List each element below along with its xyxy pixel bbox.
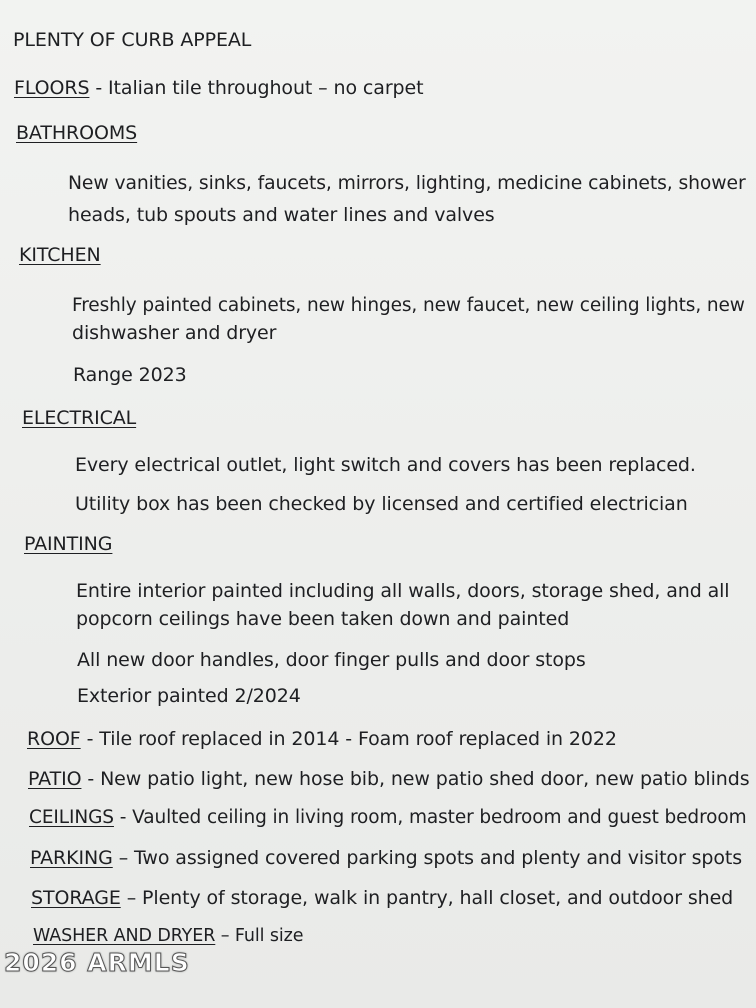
storage-line	[31, 884, 733, 912]
ceilings-line	[29, 804, 747, 832]
roof-text: - Tile roof replaced in 2014 - Foam roof replaced in 2022	[80, 728, 617, 750]
floors-text: - Italian tile throughout – no carpet	[89, 77, 424, 99]
washer-dryer-heading: WASHER AND DRYER	[33, 926, 216, 946]
painting-text-line-1: Entire interior painted including all walls, doors, storage shed, and all	[76, 580, 730, 602]
floors-line	[14, 74, 423, 102]
patio-heading: PATIO	[28, 768, 82, 790]
electrical-heading: ELECTRICAL	[22, 407, 137, 429]
listing-watermark: 2026 ARMLS	[4, 948, 190, 977]
page-title: PLENTY OF CURB APPEAL	[13, 29, 252, 51]
roof-heading: ROOF	[27, 728, 81, 750]
parking-text: – Two assigned covered parking spots and plenty and visitor spots	[112, 847, 743, 869]
roof-line	[27, 725, 617, 753]
painting-text-line-4: Exterior painted 2/2024	[77, 685, 301, 707]
kitchen-text-line-2: dishwasher and dryer	[72, 322, 277, 344]
painting-heading: PAINTING	[24, 533, 113, 555]
kitchen-text-line-3: Range 2023	[73, 364, 187, 386]
bathrooms-text-line-2: heads, tub spouts and water lines and valves	[68, 204, 495, 226]
electrical-text-line-2: Utility box has been checked by licensed and certified electrician	[75, 493, 688, 515]
kitchen-heading: KITCHEN	[19, 244, 101, 266]
bathrooms-text-line-1: New vanities, sinks, faucets, mirrors, lighting, medicine cabinets, shower	[68, 173, 746, 194]
storage-text: – Plenty of storage, walk in pantry, hall closet, and outdoor shed	[120, 887, 734, 909]
parking-line	[30, 844, 742, 872]
washer-dryer-text: – Full size	[215, 926, 304, 946]
bathrooms-heading: BATHROOMS	[16, 122, 138, 144]
ceilings-heading: CEILINGS	[29, 807, 114, 828]
parking-heading: PARKING	[30, 847, 113, 869]
floors-heading: FLOORS	[14, 77, 90, 99]
electrical-text-line-1: Every electrical outlet, light switch and covers has been replaced.	[75, 454, 696, 476]
ceilings-text: - Vaulted ceiling in living room, master bedroom and guest bedroom	[113, 807, 747, 828]
washer-dryer-line	[33, 922, 303, 950]
patio-text: - New patio light, new hose bib, new patio shed door, new patio blinds	[81, 768, 750, 790]
painting-text-line-3: All new door handles, door finger pulls and door stops	[77, 649, 586, 671]
painting-text-line-2: popcorn ceilings have been taken down and painted	[76, 608, 570, 630]
patio-line	[28, 765, 750, 793]
storage-heading: STORAGE	[31, 887, 121, 909]
kitchen-text-line-1: Freshly painted cabinets, new hinges, new faucet, new ceiling lights, new	[72, 295, 745, 316]
